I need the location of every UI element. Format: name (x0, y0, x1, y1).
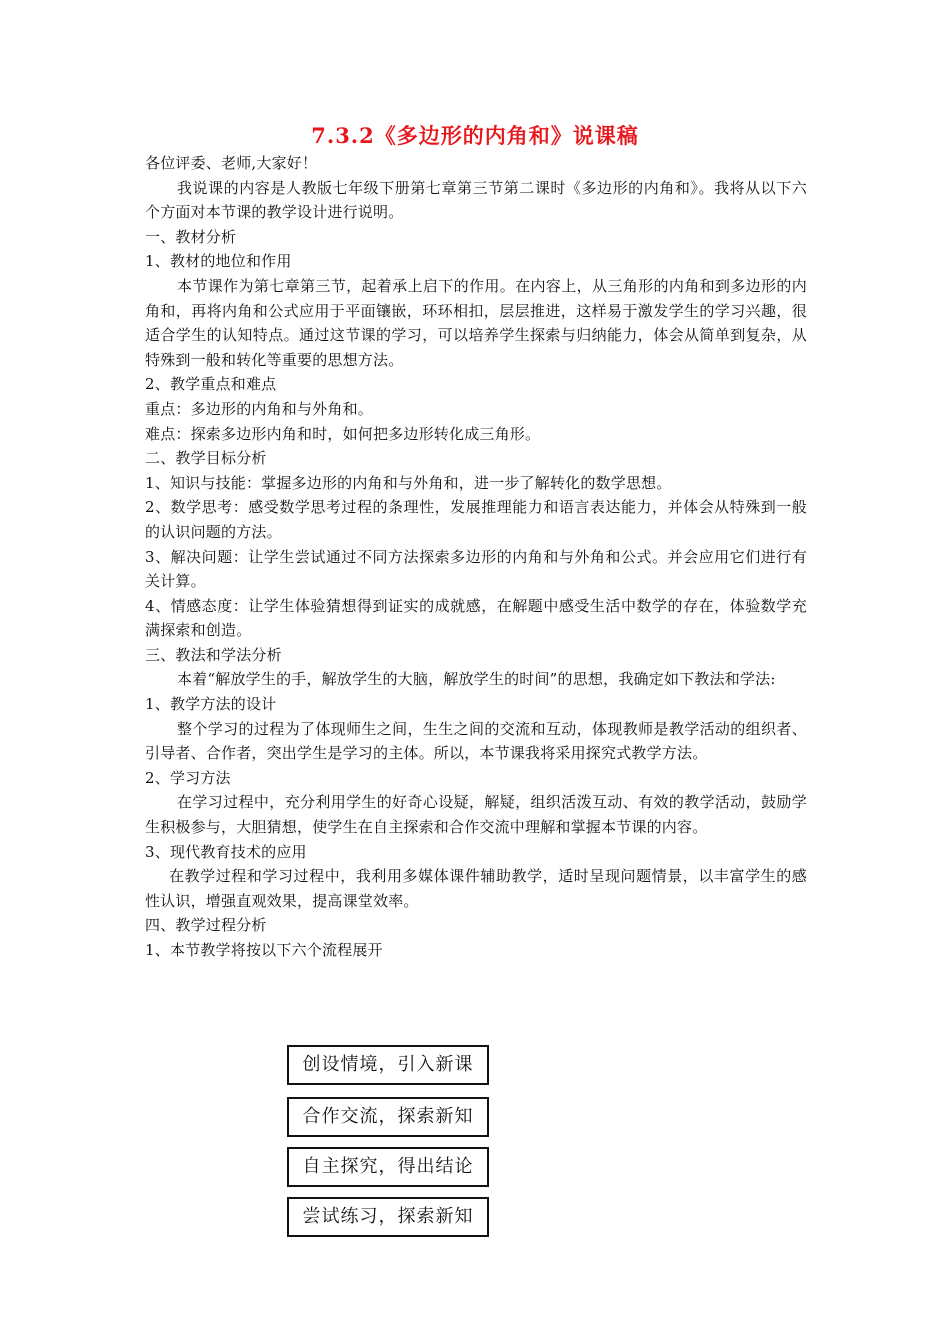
section-3-paragraph-1: 整个学习的过程为了体现师生之间，生生之间的交流和互动，体现教师是教学活动的组织者、引导者、合作者，突出学生是学习的主体。所以，本节课我将采用探究式教学方法。 (145, 719, 807, 763)
key-point: 重点：多边形的内角和与外角和。 (145, 399, 374, 418)
flow-step-1: 创设情境，引入新课 (287, 1045, 489, 1085)
section-3-heading: 三、教法和学法分析 (145, 645, 282, 664)
goal-2: 2、数学思考：感受数学思考过程的条理性，发展推理能力和语言表达能力，并体会从特殊到一般的认识问题的方法。 (145, 498, 807, 541)
section-3-paragraph-3: 在教学过程和学习过程中，我利用多媒体课件辅助教学，适时呈现问题情景，以丰富学生的感性认识，增强直观效果，提高课堂效率。 (145, 867, 807, 910)
section-1-heading: 一、教材分析 (145, 227, 237, 246)
section-3-sub-1: 1、教学方法的设计 (145, 695, 277, 714)
goal-3: 3、解决问题：让学生尝试通过不同方法探索多边形的内角和与外角和公式。并会应用它们进行有关计算。 (145, 547, 807, 591)
goal-1: 1、知识与技能：掌握多边形的内角和与外角和，进一步了解转化的数学思想。 (145, 473, 672, 492)
flow-step-2: 合作交流，探索新知 (287, 1097, 489, 1137)
section-2-heading: 二、教学目标分析 (145, 449, 267, 468)
section-3-intro: 本着“解放学生的手，解放学生的大脑，解放学生的时间”的思想，我确定如下教法和学法: (177, 670, 776, 689)
document-title: 7.3.2《多边形的内角和》说课稿 (311, 123, 639, 148)
intro-paragraph: 我说课的内容是人教版七年级下册第七章第三节第二课时《多边形的内角和》。我将从以下六个方面对本节课的教学设计进行说明。 (145, 178, 807, 222)
flow-step-3: 自主探究，得出结论 (287, 1147, 489, 1187)
document-body (145, 151, 807, 963)
section-3-paragraph-2: 在学习过程中，充分利用学生的好奇心设疑，解疑，组织活泼互动、有效的教学活动，鼓励学生积极参与，大胆猜想，使学生在自主探索和合作交流中理解和掌握本节课的内容。 (145, 793, 807, 837)
section-3-sub-3: 3、现代教育技术的应用 (145, 842, 307, 861)
section-3-sub-2: 2、学习方法 (145, 768, 231, 787)
section-1-sub-2: 2、教学重点和难点 (145, 375, 277, 394)
difficult-point: 难点：探索多边形内角和时，如何把多边形转化成三角形。 (145, 424, 541, 443)
section-4-sub-1: 1、本节教学将按以下六个流程展开 (145, 941, 383, 959)
flow-step-4: 尝试练习，探索新知 (287, 1197, 489, 1237)
goal-4: 4、情感态度：让学生体验猜想得到证实的成就感，在解题中感受生活中数学的存在，体验数学充满探索和创造。 (145, 596, 807, 640)
section-1-sub-1: 1、教材的地位和作用 (145, 252, 292, 271)
section-1-paragraph-1: 本节课作为第七章第三节，起着承上启下的作用。在内容上，从三角形的内角和到多边形的内角和，再将内角和公式应用于平面镶嵌，环环相扣，层层推进，这样易于激发学生的学习兴趣，很适合学生的认知特点。通过这节课的学习，可以培养学生探索与归纳能力，体会从简单到复杂，从特殊到一般和转化等重要的思想方法。 (145, 276, 807, 369)
greeting: 各位评委、老师,大家好！ (145, 154, 318, 172)
section-4-heading: 四、教学过程分析 (145, 916, 267, 935)
